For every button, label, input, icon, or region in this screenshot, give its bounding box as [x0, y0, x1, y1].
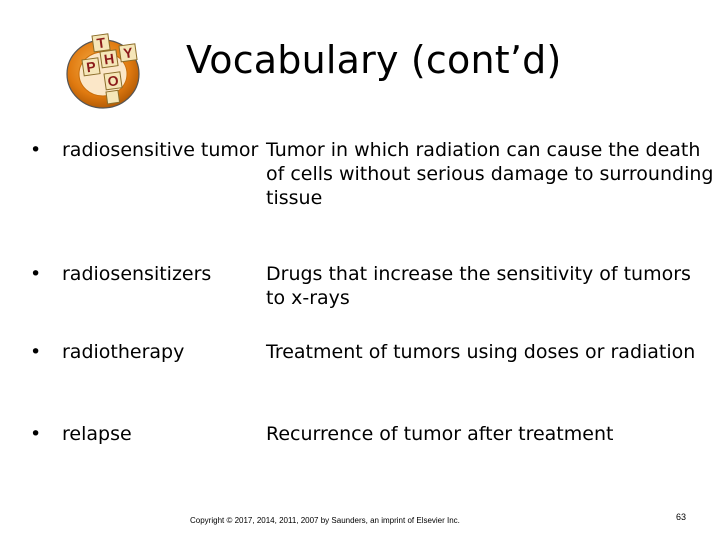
- vocabulary-term: [30, 422, 260, 446]
- vocabulary-definition: Drugs that increase the sensitivity of tumors to x-rays: [266, 263, 691, 309]
- vocabulary-definition: Recurrence of tumor after treatment: [266, 423, 614, 445]
- vocabulary-term: [30, 138, 260, 162]
- svg-text:P: P: [85, 58, 97, 76]
- term-text: relapse: [62, 423, 132, 445]
- bullet-icon: •: [30, 263, 42, 285]
- vocabulary-definition: Tumor in which radiation can cause the death of cells without serious damage to surrounding tissue: [266, 139, 714, 209]
- svg-text:Y: Y: [122, 44, 134, 62]
- page-number: 63: [676, 512, 687, 522]
- logo-tile-letter: T: [95, 34, 107, 52]
- term-text: radiosensitizers: [62, 263, 212, 285]
- vocabulary-definition: Treatment of tumors using doses or radiation: [266, 341, 696, 363]
- bullet-icon: •: [30, 341, 42, 363]
- svg-text:O: O: [106, 72, 120, 90]
- vocabulary-term: [30, 340, 260, 364]
- bullet-icon: •: [30, 423, 42, 445]
- term-text: radiosensitive tumor: [62, 139, 259, 161]
- svg-text:H: H: [102, 50, 116, 68]
- vocabulary-term: [30, 262, 260, 286]
- slide-title: Vocabulary (cont’d): [186, 38, 562, 82]
- term-text: radiotherapy: [62, 341, 185, 363]
- word-tiles-logo-icon: [62, 30, 144, 112]
- copyright-footer: Copyright © 2017, 2014, 2011, 2007 by Saunders, an imprint of Elsevier Inc.: [190, 516, 460, 525]
- bullet-icon: •: [30, 139, 42, 161]
